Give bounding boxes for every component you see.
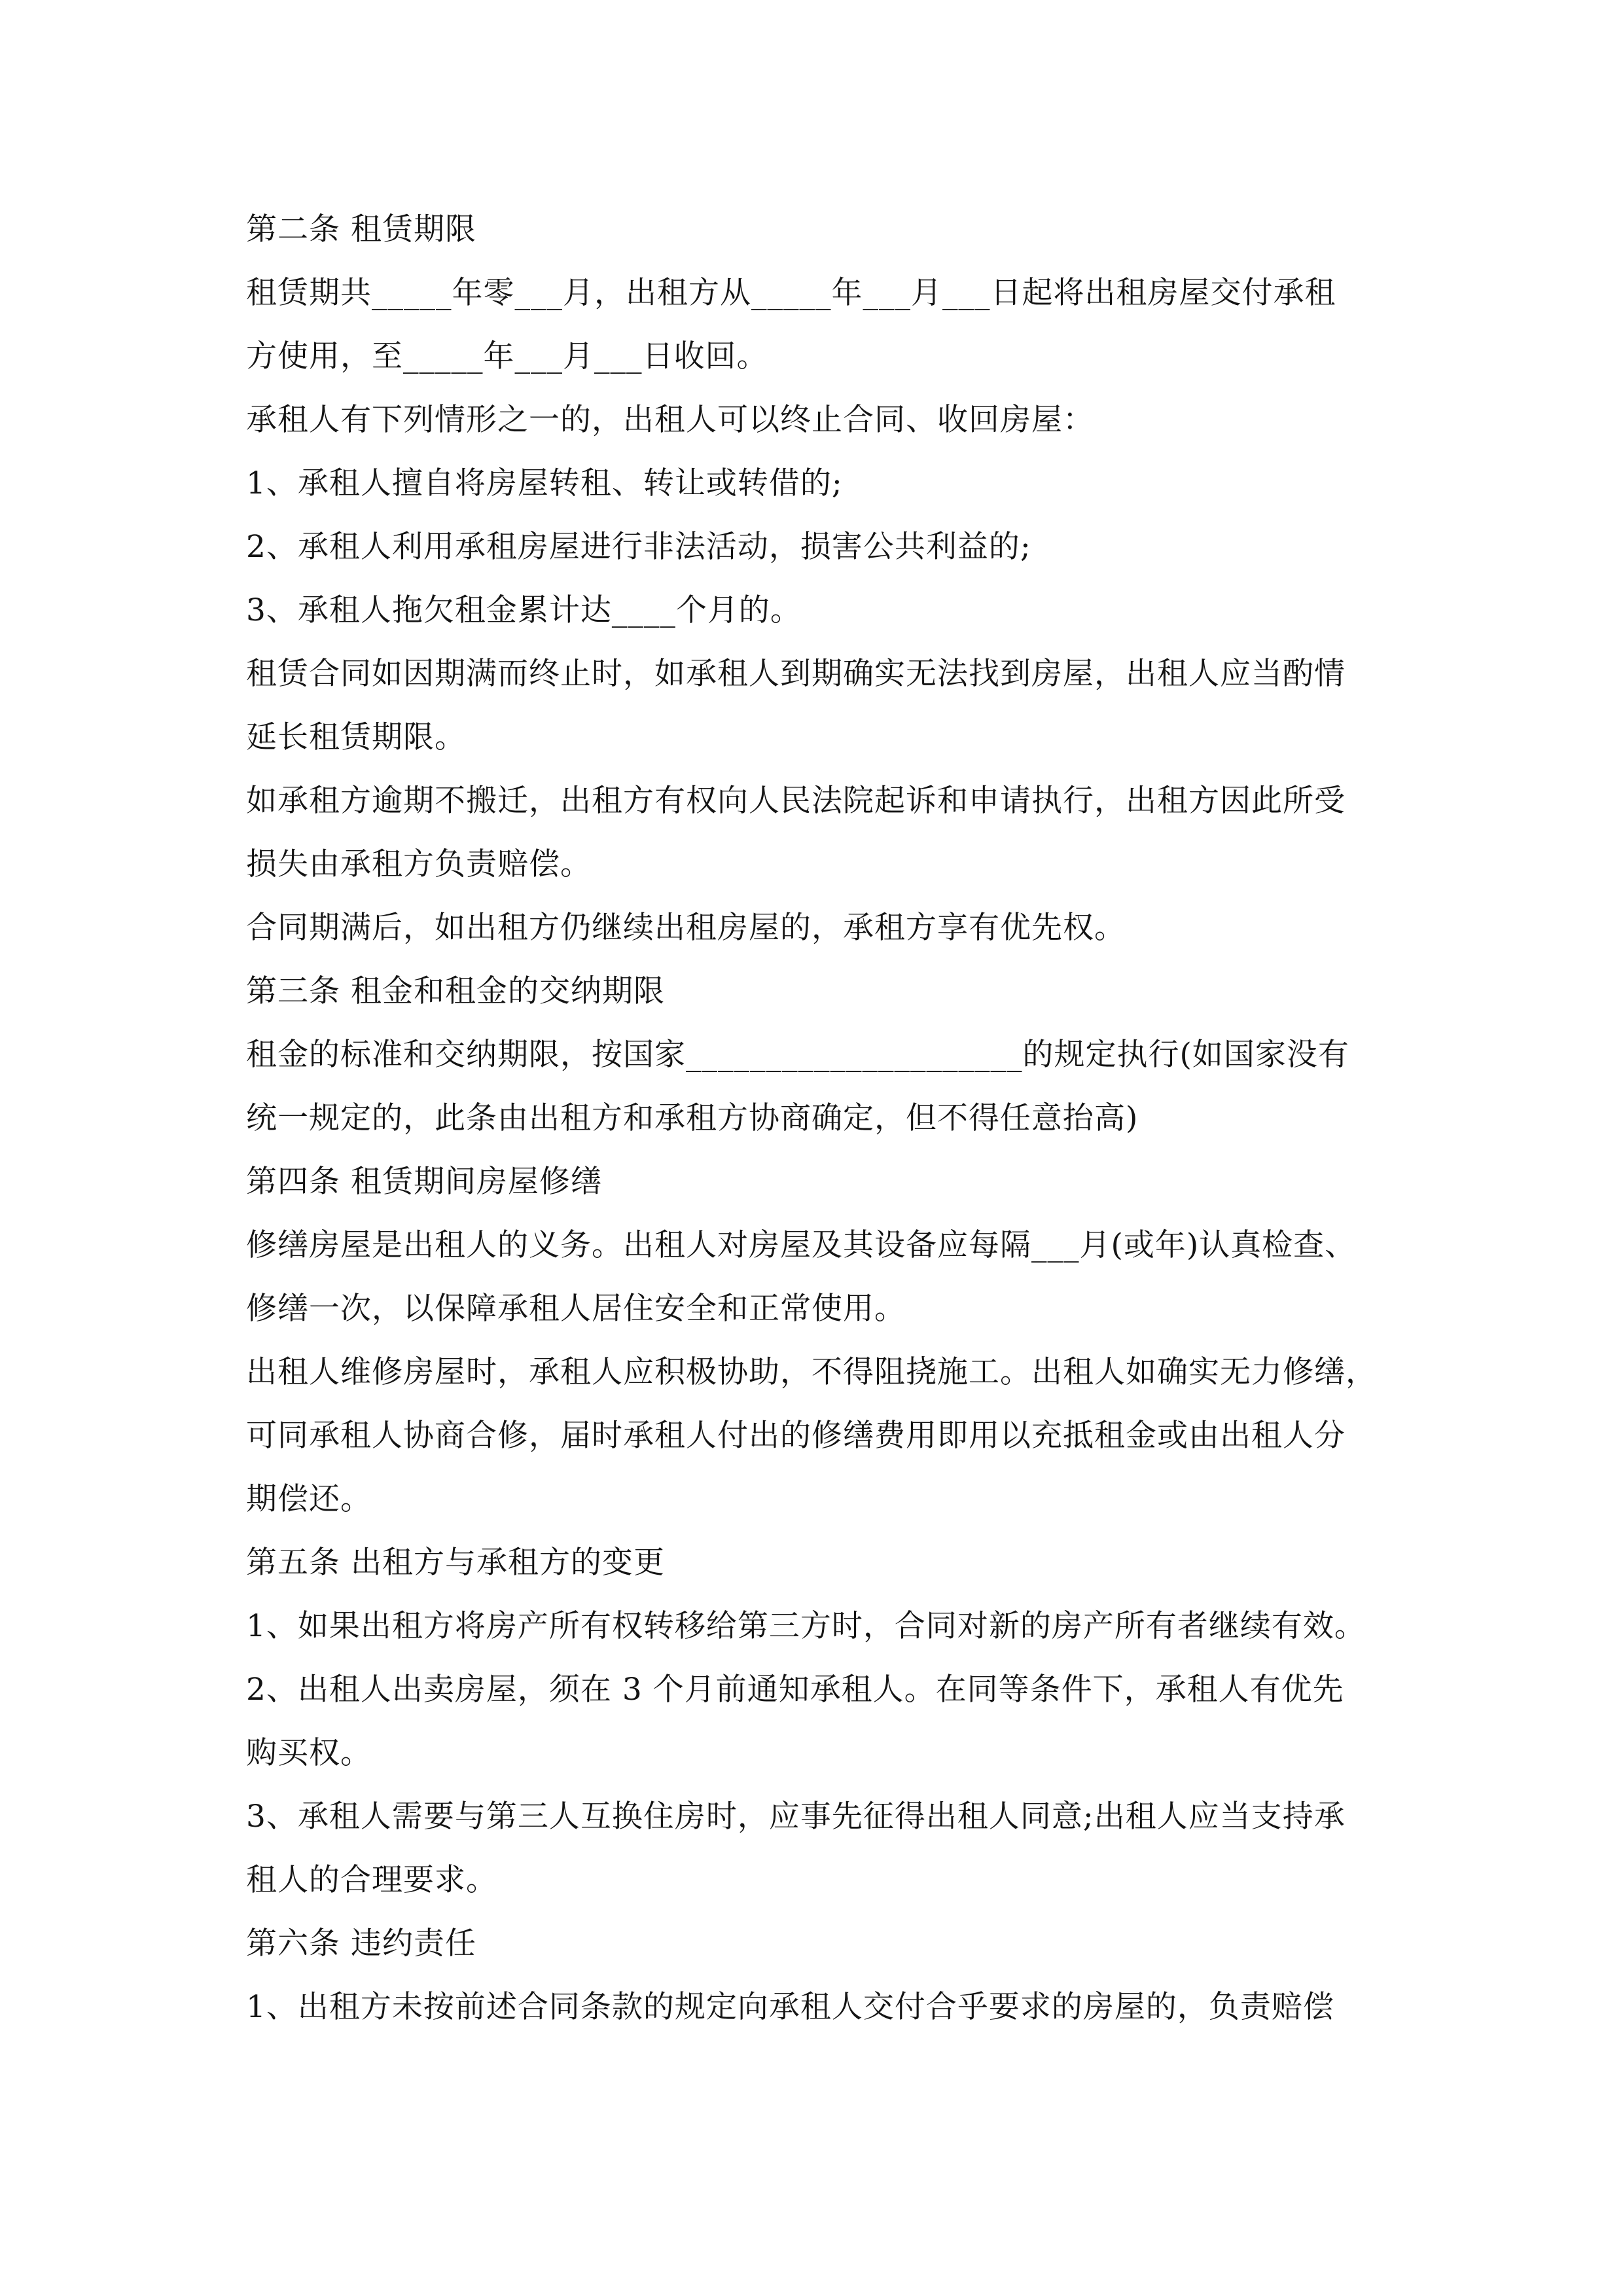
text-line: 租赁合同如因期满而终止时，如承租人到期确实无法找到房屋，出租人应当酌情 (246, 656, 1346, 692)
text-line: 如承租方逾期不搬迁，出租方有权向人民法院起诉和申请执行，出租方因此所受 (246, 783, 1346, 819)
text-line: 合同期满后，如出租方仍继续出租房屋的，承租方享有优先权。 (246, 910, 1126, 946)
text-line: 租人的合理要求。 (246, 1862, 497, 1898)
text-line: 延长租赁期限。 (246, 719, 466, 755)
article-3-heading: 第三条 租金和租金的交纳期限 (246, 973, 665, 1009)
list-item: 1、如果出租方将房产所有权转移给第三方时，合同对新的房产所有者继续有效。 (246, 1608, 1366, 1644)
text-line: 修缮房屋是出租人的义务。出租人对房屋及其设备应每隔___月(或年)认真检查、 (246, 1227, 1357, 1263)
text-line: 承租人有下列情形之一的，出租人可以终止合同、收回房屋： (246, 402, 1094, 438)
list-item: 2、承租人利用承租房屋进行非法活动，损害公共利益的; (246, 529, 1031, 565)
text-line: 方使用，至_____年___月___日收回。 (246, 338, 768, 374)
document-body (246, 198, 1385, 2039)
article-4-heading: 第四条 租赁期间房屋修缮 (246, 1164, 602, 1200)
text-line: 租金的标准和交纳期限，按国家_____________________的规定执行(如国家没有 (246, 1037, 1349, 1073)
article-5-heading: 第五条 出租方与承租方的变更 (246, 1545, 665, 1581)
article-2-heading: 第二条 租赁期限 (246, 211, 476, 247)
list-item: 1、承租人擅自将房屋转租、转让或转借的; (246, 465, 843, 501)
text-line: 修缮一次，以保障承租人居住安全和正常使用。 (246, 1291, 906, 1327)
text-line: 出租人维修房屋时，承租人应积极协助，不得阻挠施工。出租人如确实无力修缮， (246, 1354, 1377, 1390)
list-item: 1、出租方未按前述合同条款的规定向承租人交付合乎要求的房屋的，负责赔偿 (246, 1989, 1334, 2025)
text-line: 统一规定的，此条由出租方和承租方协商确定，但不得任意抬高) (246, 1100, 1139, 1136)
list-item: 3、承租人需要与第三人互换住房时，应事先征得出租人同意;出租人应当支持承 (246, 1799, 1346, 1835)
article-6-heading: 第六条 违约责任 (246, 1926, 476, 1962)
text-line: 租赁期共_____年零___月，出租方从_____年___月___日起将出租房屋交付承租 (246, 275, 1336, 311)
text-line: 期偿还。 (246, 1481, 372, 1517)
list-item: 2、出租人出卖房屋，须在 3 个月前通知承租人。在同等条件下，承租人有优先 (246, 1672, 1344, 1708)
text-line: 购买权。 (246, 1735, 372, 1771)
text-line: 可同承租人协商合修，届时承租人付出的修缮费用即用以充抵租金或由出租人分 (246, 1418, 1346, 1454)
list-item: 3、承租人拖欠租金累计达____个月的。 (246, 592, 802, 628)
text-line: 损失由承租方负责赔偿。 (246, 846, 592, 882)
